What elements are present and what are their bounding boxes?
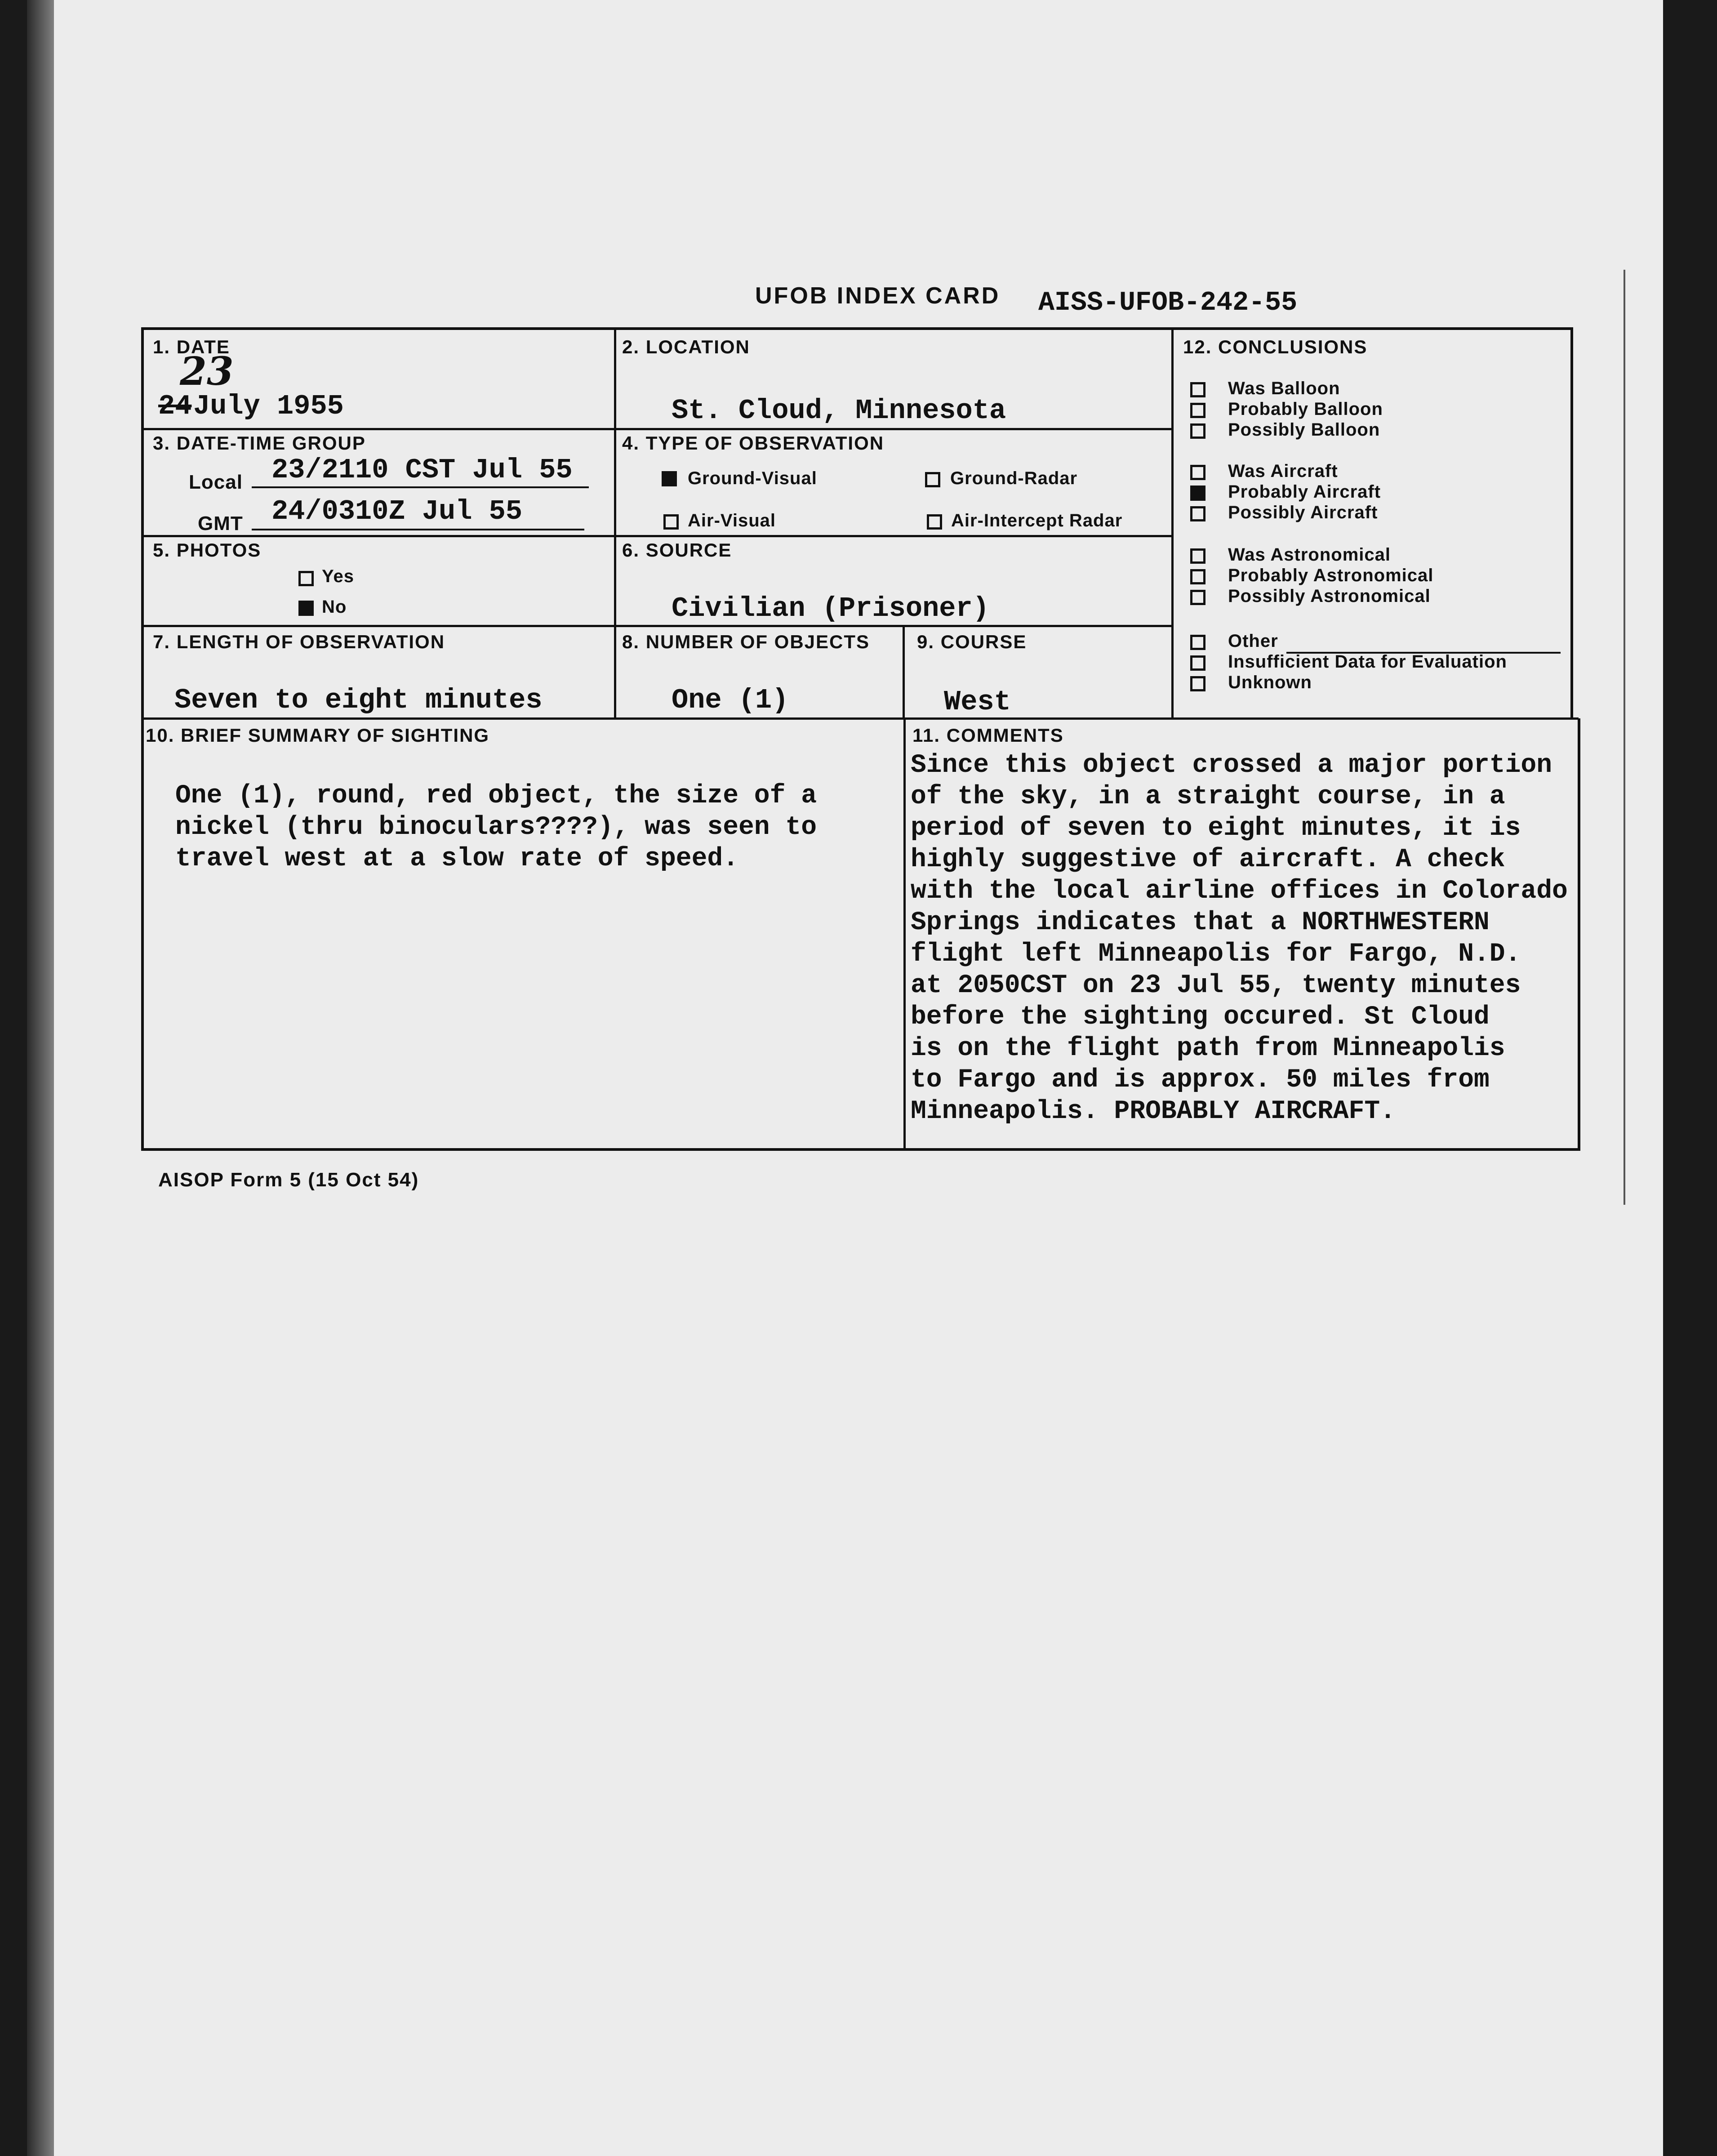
row-divider-4 <box>142 717 1579 720</box>
comments-label: 11. COMMENTS <box>912 725 1064 746</box>
conclusion-checkbox <box>1190 403 1205 418</box>
gmt-label: GMT <box>198 512 243 535</box>
comments-text <box>911 750 1568 1127</box>
conclusion-option: Possibly Balloon <box>1228 420 1380 440</box>
comments-line: Springs indicates that a NORTHWESTERN <box>911 908 1490 937</box>
comments-line: is on the flight path from Minneapolis <box>911 1034 1505 1063</box>
row-divider-3 <box>142 625 1171 627</box>
table-top-border <box>142 327 1572 330</box>
gmt-time-value: 24/0310Z Jul 55 <box>271 495 523 527</box>
conclusion-checkbox <box>1190 486 1205 501</box>
conclusions-label: 12. CONCLUSIONS <box>1183 336 1368 357</box>
course-label: 9. COURSE <box>917 631 1027 652</box>
conclusion-checkbox <box>1190 569 1205 584</box>
comments-line: with the local airline offices in Colorado <box>911 877 1568 906</box>
conclusion-checkbox <box>1190 676 1205 691</box>
col-divider-comments <box>903 718 906 1150</box>
source-label: 6. SOURCE <box>622 539 732 561</box>
date-label: 1. DATE <box>153 336 230 357</box>
conclusion-checkbox <box>1190 548 1205 564</box>
comments-line: highly suggestive of aircraft. A check <box>911 845 1505 874</box>
conclusion-option: Other <box>1228 631 1278 651</box>
length-of-observation-label: 7. LENGTH OF OBSERVATION <box>153 631 445 652</box>
number-of-objects-value: One (1) <box>672 684 789 716</box>
comments-line: before the sighting occured. St Cloud <box>911 1002 1490 1032</box>
table-bottom-border <box>142 1148 1578 1151</box>
local-time-value: 23/2110 CST Jul 55 <box>271 454 573 486</box>
local-underline <box>252 486 589 488</box>
option-air-intercept-radar: Air-Intercept Radar <box>951 511 1123 530</box>
card-title: UFOB INDEX CARD <box>755 283 1001 309</box>
card-edge-line <box>1624 270 1625 1205</box>
location-label: 2. LOCATION <box>622 336 750 357</box>
comments-line: of the sky, in a straight course, in a <box>911 782 1505 811</box>
case-number: AISS-UFOB-242-55 <box>1038 288 1298 318</box>
source-value: Civilian (Prisoner) <box>672 592 989 624</box>
col-divider-2 <box>1171 328 1174 718</box>
option-photos-yes: Yes <box>322 566 354 586</box>
table-left-border <box>141 327 144 1151</box>
photos-label: 5. PHOTOS <box>153 539 262 561</box>
comments-line: to Fargo and is approx. 50 miles from <box>911 1065 1490 1095</box>
date-day-handwritten: 23 <box>180 349 234 394</box>
number-of-objects-label: 8. NUMBER OF OBJECTS <box>622 631 870 652</box>
date-day-typed: 24 <box>158 390 192 422</box>
conclusion-option: Insufficient Data for Evaluation <box>1228 652 1507 672</box>
conclusion-checkbox <box>1190 590 1205 605</box>
conclusion-option: Possibly Aircraft <box>1228 503 1378 522</box>
row-divider-2 <box>142 535 1171 537</box>
checkbox-air-intercept-radar <box>927 514 942 530</box>
option-photos-no: No <box>322 597 347 617</box>
summary-line: travel west at a slow rate of speed. <box>175 844 739 873</box>
conclusion-option: Unknown <box>1228 673 1312 692</box>
conclusion-option: Was Astronomical <box>1228 545 1391 565</box>
conclusion-checkbox <box>1190 382 1205 397</box>
location-value: St. Cloud, Minnesota <box>672 395 1006 427</box>
local-label: Local <box>189 471 243 493</box>
comments-line: flight left Minneapolis for Fargo, N.D. <box>911 940 1521 969</box>
summary-text <box>175 780 817 875</box>
col-divider-3 <box>903 626 905 718</box>
gmt-underline <box>252 529 584 530</box>
summary-line: One (1), round, red object, the size of a <box>175 781 817 811</box>
conclusion-option: Was Balloon <box>1228 379 1340 398</box>
conclusion-checkbox <box>1190 423 1205 439</box>
comments-line: Minneapolis. PROBABLY AIRCRAFT. <box>911 1097 1396 1126</box>
course-value: West <box>944 686 1011 718</box>
conclusion-option: Probably Aircraft <box>1228 482 1381 502</box>
table-right-border-lower <box>1578 718 1580 1151</box>
date-time-group-label: 3. DATE-TIME GROUP <box>153 432 366 454</box>
checkbox-air-visual <box>663 514 679 530</box>
option-ground-visual: Ground-Visual <box>688 468 817 488</box>
conclusion-checkbox <box>1190 506 1205 521</box>
summary-label: 10. BRIEF SUMMARY OF SIGHTING <box>146 725 490 746</box>
summary-line: nickel (thru binoculars????), was seen to <box>175 813 817 842</box>
comments-line: Since this object crossed a major portion <box>911 751 1552 780</box>
comments-line: at 2050CST on 23 Jul 55, twenty minutes <box>911 971 1521 1000</box>
option-air-visual: Air-Visual <box>688 511 776 530</box>
checkbox-ground-radar <box>925 472 940 487</box>
date-month-year: July 1955 <box>193 390 344 422</box>
conclusion-checkbox <box>1190 635 1205 650</box>
table-right-border-upper <box>1570 327 1573 718</box>
conclusion-option: Was Aircraft <box>1228 461 1338 481</box>
form-footer: AISOP Form 5 (15 Oct 54) <box>158 1169 419 1191</box>
length-of-observation-value: Seven to eight minutes <box>174 684 543 716</box>
option-ground-radar: Ground-Radar <box>950 468 1078 488</box>
conclusion-checkbox <box>1190 655 1205 671</box>
conclusion-checkbox <box>1190 465 1205 480</box>
row-divider-1 <box>142 428 1171 430</box>
checkbox-photos-yes <box>298 571 314 586</box>
checkbox-photos-no <box>298 601 314 616</box>
type-of-observation-label: 4. TYPE OF OBSERVATION <box>622 432 885 454</box>
col-divider-1 <box>614 328 616 718</box>
checkbox-ground-visual <box>662 471 677 486</box>
conclusion-option: Possibly Astronomical <box>1228 586 1431 606</box>
conclusion-option: Probably Astronomical <box>1228 566 1434 585</box>
conclusion-option: Probably Balloon <box>1228 399 1383 419</box>
comments-line: period of seven to eight minutes, it is <box>911 814 1521 843</box>
